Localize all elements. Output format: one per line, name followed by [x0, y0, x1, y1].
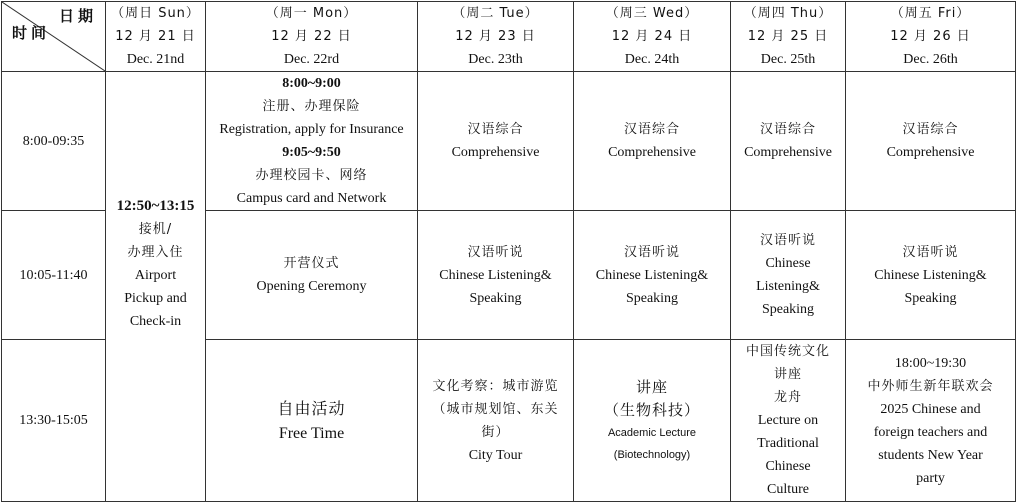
course-en2: Speaking — [469, 290, 522, 306]
mon-free-time-cell — [206, 340, 418, 502]
schedule-table — [1, 1, 1016, 502]
tour-en: City Tour — [468, 447, 523, 463]
culture-zh3: 龙舟 — [773, 390, 802, 405]
date-en: Dec. 24th — [624, 52, 680, 67]
course-en2: Listening& — [756, 279, 820, 294]
lecture-zh1: 讲座 — [635, 377, 668, 396]
mon-ceremony-cell — [206, 211, 418, 340]
day-header-sun — [106, 2, 206, 72]
date-cn: 12 月 26 日 — [890, 29, 971, 44]
date-en: Dec. 22rd — [283, 52, 340, 67]
thu-listening-cell — [731, 211, 846, 340]
culture-zh2: 讲座 — [773, 367, 802, 382]
party-en4: party — [916, 470, 945, 486]
party-en1: 2025 Chinese and — [880, 401, 981, 417]
time-slot: 13:30-15:05 — [2, 340, 106, 502]
sun-en2: Pickup and — [124, 290, 187, 306]
lecture-en2: (Biotechnology) — [613, 448, 691, 461]
mon-time2: 9:05~9:50 — [282, 145, 341, 160]
spacer — [108, 333, 203, 379]
day-header-tue — [418, 2, 574, 72]
day-header-thu — [731, 2, 846, 72]
tour-zh3: 街） — [481, 424, 510, 440]
wed-listening-cell — [574, 211, 731, 340]
thu-comprehensive-cell — [731, 72, 846, 211]
day-header-wed — [574, 2, 731, 72]
free-time-en: Free Time — [278, 424, 345, 442]
mon-en1: Registration, apply for Insurance — [219, 122, 404, 137]
course-en: Comprehensive — [886, 145, 975, 160]
time-slot: 8:00-09:35 — [2, 72, 106, 211]
course-zh: 汉语综合 — [623, 122, 680, 137]
course-en1: Chinese Listening& — [874, 267, 987, 283]
weekday-label: （周二 Tue） — [452, 6, 539, 21]
sun-zh2: 办理入住 — [127, 244, 184, 260]
date-cn: 12 月 23 日 — [455, 29, 536, 44]
weekday-label: （周日 Sun） — [111, 6, 200, 21]
party-en2: foreign teachers and — [873, 424, 988, 440]
course-en2: Speaking — [625, 290, 679, 306]
tue-city-tour-cell — [418, 340, 574, 502]
ceremony-en: Opening Ceremony — [256, 279, 367, 294]
sun-time: 12:50~13:15 — [116, 197, 195, 214]
weekday-label: （周一 Mon） — [265, 6, 358, 21]
weekday-label: （周四 Thu） — [743, 6, 833, 21]
date-en: Dec. 21nd — [126, 52, 185, 67]
date-cn: 12 月 21 日 — [115, 29, 196, 44]
course-en: Comprehensive — [451, 145, 540, 160]
mon-zh2: 办理校园卡、网络 — [255, 168, 368, 183]
sun-arrival-cell — [106, 72, 206, 502]
course-en1: Chinese Listening& — [595, 267, 709, 283]
fri-comprehensive-cell — [846, 72, 1016, 211]
tue-listening-cell — [418, 211, 574, 340]
culture-en3: Chinese — [765, 459, 811, 474]
course-en2: Speaking — [904, 290, 957, 306]
free-time-zh: 自由活动 — [277, 398, 346, 418]
fri-listening-cell — [846, 211, 1016, 340]
course-en1: Chinese — [765, 256, 811, 271]
mon-registration-cell — [206, 72, 418, 211]
party-en3: students New Year — [878, 447, 983, 463]
party-zh: 中外师生新年联欢会 — [867, 378, 994, 394]
time-slot: 10:05-11:40 — [2, 211, 106, 340]
day-header-fri — [846, 2, 1016, 72]
course-zh: 汉语综合 — [902, 122, 959, 137]
corner-time-label: 时间 — [12, 24, 51, 42]
course-zh: 汉语听说 — [623, 244, 680, 260]
thu-culture-lecture-cell — [731, 340, 846, 502]
wed-comprehensive-cell — [574, 72, 731, 211]
course-zh: 汉语听说 — [467, 244, 524, 260]
course-en: Comprehensive — [744, 145, 832, 160]
date-cn: 12 月 22 日 — [271, 29, 352, 44]
corner-header — [2, 2, 106, 72]
wed-lecture-cell — [574, 340, 731, 502]
course-en3: Speaking — [761, 302, 815, 317]
date-en: Dec. 25th — [760, 52, 816, 67]
tour-zh1: 文化考察：城市游览 — [432, 378, 559, 394]
corner-date-label: 日期 — [58, 7, 97, 25]
course-zh: 汉语听说 — [902, 244, 959, 260]
row-morning-1 — [2, 72, 1016, 211]
mon-zh1: 注册、办理保险 — [262, 99, 361, 114]
sun-en1: Airport — [134, 267, 177, 283]
course-en: Comprehensive — [608, 145, 696, 160]
sun-en3: Check-in — [129, 313, 182, 329]
party-time: 18:00~19:30 — [894, 355, 967, 371]
date-en: Dec. 23th — [468, 52, 523, 67]
course-en1: Chinese Listening& — [439, 267, 552, 283]
day-header-mon — [206, 2, 418, 72]
date-en: Dec. 26th — [903, 52, 958, 67]
header-row — [2, 2, 1016, 72]
tue-comprehensive-cell — [418, 72, 574, 211]
weekday-label: （周三 Wed） — [605, 6, 699, 21]
date-cn: 12 月 25 日 — [747, 29, 829, 44]
sun-zh1: 接机/ — [138, 221, 173, 237]
course-zh: 汉语听说 — [759, 233, 816, 248]
ceremony-zh: 开营仪式 — [283, 256, 340, 271]
date-cn: 12 月 24 日 — [611, 29, 693, 44]
course-zh: 汉语综合 — [467, 122, 524, 137]
fri-party-cell — [846, 340, 1016, 502]
lecture-zh2: （生物科技） — [603, 400, 700, 419]
culture-en1: Lecture on — [757, 413, 819, 428]
culture-zh1: 中国传统文化 — [745, 344, 830, 359]
tour-zh2: （城市规划馆、东关 — [432, 401, 559, 417]
weekday-label: （周五 Fri） — [890, 6, 971, 21]
mon-time1: 8:00~9:00 — [282, 76, 341, 91]
culture-en4: Culture — [767, 482, 809, 497]
culture-en2: Traditional — [757, 436, 819, 451]
lecture-en1: Academic Lecture — [607, 426, 697, 439]
mon-en2: Campus card and Network — [236, 191, 387, 206]
course-zh: 汉语综合 — [759, 122, 816, 137]
